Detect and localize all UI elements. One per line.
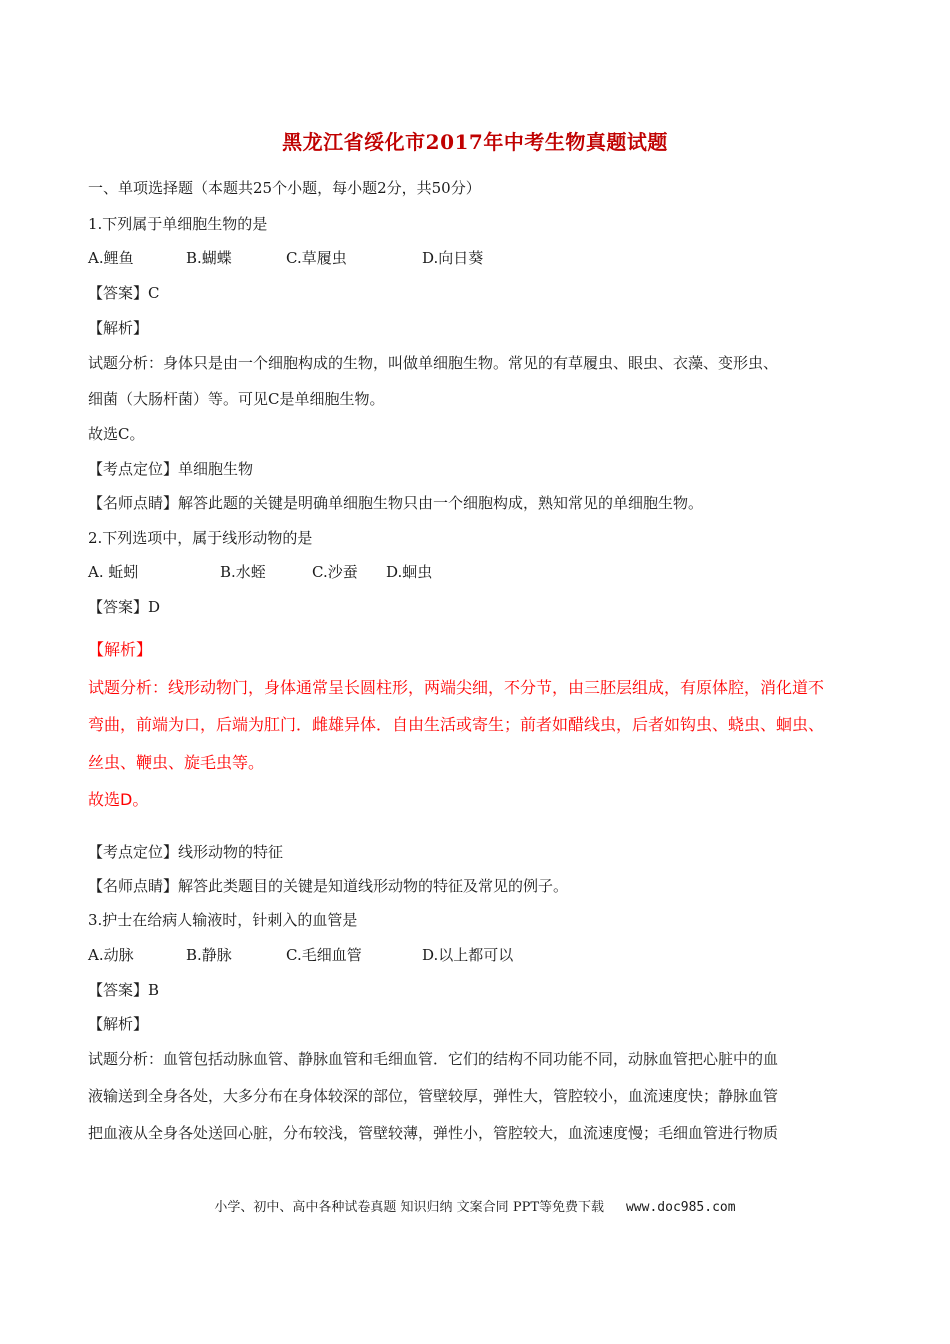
question-1: 1.下列属于单细胞生物的是 [88,215,268,233]
footer-text: 小学、初中、高中各种试卷真题 知识归纳 文案合同 PPT等免费下载 [214,1200,604,1215]
option-b: B.静脉 [186,946,232,964]
option-b: B.蝴蝶 [186,249,232,267]
analysis-2-line-1: 试题分析：线形动物门，身体通常呈长圆柱形，两端尖细，不分节，由三胚层组成，有原体腔，消化道不 [88,678,825,697]
option-d: D.向日葵 [422,249,484,267]
answer-3: 【答案】B [88,981,160,999]
section-heading: 一、单项选择题（本题共25个小题，每小题2分，共50分） [88,179,481,197]
answer-2: 【答案】D [88,598,161,616]
analysis-1-line-2: 细菌（大肠杆菌）等。可见C是单细胞生物。 [88,390,385,408]
analysis-1-line-1: 试题分析：身体只是由一个细胞构成的生物，叫做单细胞生物。常见的有草履虫、眼虫、衣藻、变形虫、 [88,354,779,372]
question-2: 2.下列选项中，属于线形动物的是 [88,529,313,547]
option-a: A. 蚯蚓 [88,563,139,581]
analysis-3-line-1: 试题分析：血管包括动脉血管、静脉血管和毛细血管．它们的结构不同功能不同，动脉血管把心脏中的血 [88,1050,779,1068]
option-c: C.毛细血管 [286,946,362,964]
analysis-label-2: 【解析】 [88,640,153,659]
analysis-2-line-4: 故选D。 [88,790,149,809]
tip-1: 【名师点睛】解答此题的关键是明确单细胞生物只由一个细胞构成，熟知常见的单细胞生物。 [88,494,704,512]
point-1: 【考点定位】单细胞生物 [88,460,254,478]
page-title: 黑龙江省绥化市2017年中考生物真题试题 [282,130,668,154]
option-d: D.蛔虫 [386,563,433,581]
analysis-label-3: 【解析】 [88,1015,149,1033]
analysis-3-line-3: 把血液从全身各处送回心脏，分布较浅，管壁较薄，弹性小，管腔较大，血流速度慢；毛细血管进行物质 [88,1124,779,1142]
page-footer [0,1196,950,1215]
analysis-1-line-3: 故选C。 [88,425,145,443]
option-a: A.动脉 [88,946,134,964]
option-b: B.水蛭 [220,563,266,581]
analysis-2-line-2: 弯曲，前端为口，后端为肛门．雌雄异体．自由生活或寄生；前者如醋线虫，后者如钩虫、蛲虫、蛔虫、 [88,715,825,734]
analysis-3-line-2: 液输送到全身各处，大多分布在身体较深的部位，管壁较厚，弹性大，管腔较小，血流速度快；静脉血管 [88,1087,779,1105]
footer-url[interactable]: www.doc985.com [625,1200,736,1215]
option-d: D.以上都可以 [422,946,514,964]
analysis-2-line-3: 丝虫、鞭虫、旋毛虫等。 [88,753,265,772]
option-c: C.草履虫 [286,249,347,267]
answer-1: 【答案】C [88,284,160,302]
point-2: 【考点定位】线形动物的特征 [88,843,284,861]
tip-2: 【名师点睛】解答此类题目的关键是知道线形动物的特征及常见的例子。 [88,877,569,895]
question-3: 3.护士在给病人输液时，针刺入的血管是 [88,911,358,929]
analysis-label-1: 【解析】 [88,319,149,337]
option-a: A.鲤鱼 [88,249,134,267]
option-c: C.沙蚕 [312,563,358,581]
